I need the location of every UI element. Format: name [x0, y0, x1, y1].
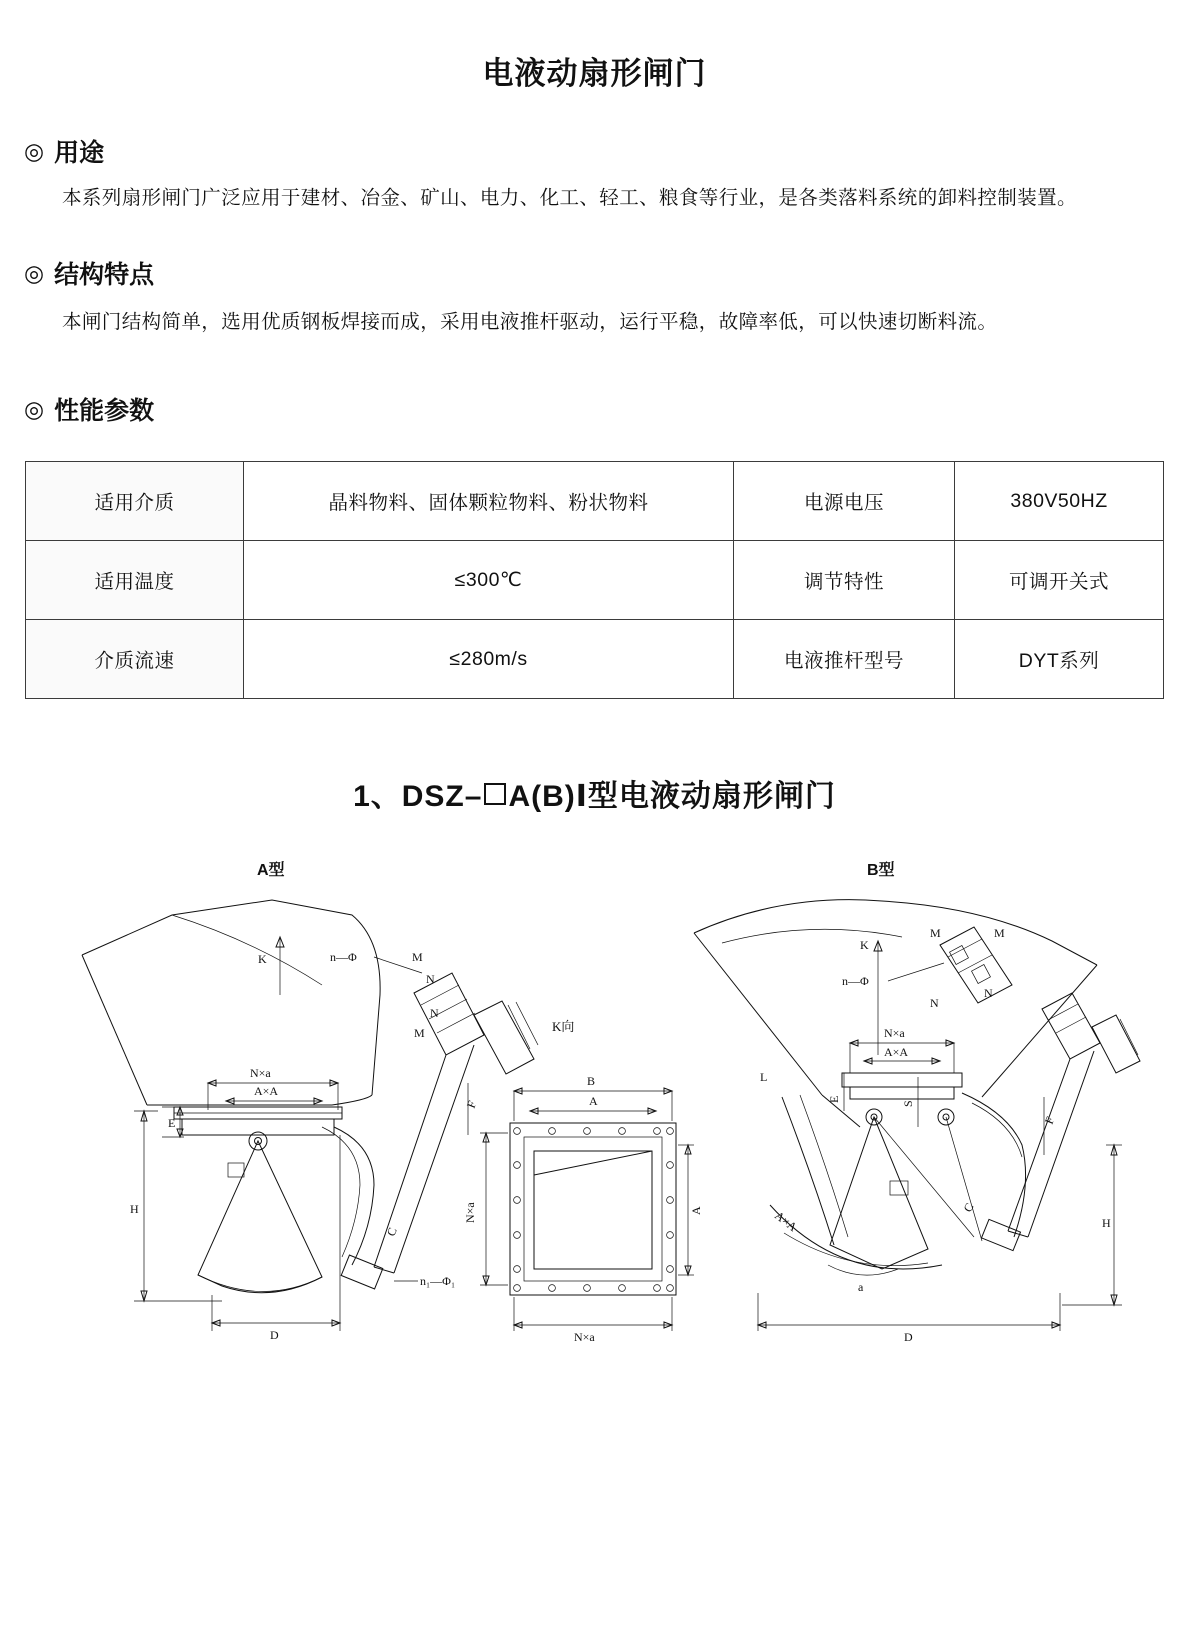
label-b-axa: A×A — [884, 1045, 909, 1060]
cell-label: 电源电压 — [734, 462, 955, 541]
technical-drawings — [22, 845, 1167, 1405]
table-row — [26, 541, 1164, 620]
cell-value: 晶料物料、固体颗粒物料、粉状物料 — [244, 462, 734, 541]
table-row — [26, 620, 1164, 699]
section-usage-body: 本系列扇形闸门广泛应用于建材、冶金、矿山、电力、化工、轻工、粮食等行业，是各类落料系统的卸料控制装置。 — [62, 187, 1077, 209]
label-a-m1: M — [412, 950, 423, 965]
label-k-nxa-bottom: N×a — [574, 1330, 595, 1345]
label-b-nxa: N×a — [884, 1026, 905, 1041]
label-b-l: L — [760, 1070, 768, 1085]
drawing-svg-holder — [22, 845, 1167, 1390]
label-k-nxa-side: N×a — [463, 1202, 477, 1224]
cell-label: 适用介质 — [26, 462, 244, 541]
label-a-n-phi: n—Φ — [330, 950, 357, 965]
label-b-n1: N — [930, 996, 939, 1011]
label-k-a: A — [589, 1094, 598, 1109]
cell-value: ≤280m/s — [244, 620, 734, 699]
cell-value: 可调开关式 — [955, 541, 1164, 620]
diamond-bullet-icon: ◎ — [24, 395, 45, 422]
label-b-f: F — [1041, 1114, 1058, 1127]
label-b-c: C — [960, 1200, 977, 1215]
diamond-bullet-icon: ◎ — [24, 137, 45, 164]
drawing-label-type-b: B型 — [867, 862, 895, 880]
label-a-n1-phi1: n₁—Φ₁ — [420, 1274, 456, 1289]
label-a-nxa: N×a — [250, 1066, 271, 1081]
label-a-e: E — [168, 1116, 176, 1131]
cell-value: 380V50HZ — [955, 462, 1164, 541]
label-b-h: H — [1102, 1216, 1111, 1231]
cell-label: 调节特性 — [734, 541, 955, 620]
label-k-a-side: A — [689, 1206, 703, 1216]
section-structure-title: 结构特点 — [54, 261, 155, 290]
document-page — [0, 48, 1189, 1643]
drawing-type-a — [82, 900, 538, 1342]
label-a-k: K — [258, 952, 267, 967]
label-b-s: S — [901, 1100, 915, 1108]
cell-value: DYT系列 — [955, 620, 1164, 699]
gate-drawings-svg — [22, 845, 1167, 1390]
cell-label: 电液推杆型号 — [734, 620, 955, 699]
section-structure-heading — [24, 255, 1167, 291]
label-a-n2: N — [430, 1006, 439, 1021]
label-a-d: D — [270, 1328, 279, 1343]
label-b-axa2: A×A — [772, 1208, 800, 1235]
section-parameters-heading — [24, 391, 1167, 427]
section-usage-title: 用途 — [54, 139, 105, 167]
section-structure-body: 本闸门结构简单，选用优质钢板焊接而成，采用电液推杆驱动，运行平稳，故障率低，可以快速切断料流。 — [62, 311, 998, 334]
section-usage — [22, 133, 1167, 215]
label-a-h: H — [130, 1202, 139, 1217]
label-b-m2: M — [994, 926, 1005, 941]
table-row — [26, 462, 1164, 541]
cell-label: 适用温度 — [26, 541, 244, 620]
label-b-m1: M — [930, 926, 941, 941]
label-a-m2: M — [414, 1026, 425, 1041]
label-a-axa: A×A — [254, 1084, 279, 1099]
parameters-table — [25, 461, 1164, 699]
section-parameters-title: 性能参数 — [54, 397, 155, 426]
diamond-bullet-icon: ◎ — [24, 259, 45, 286]
cell-value: ≤300℃ — [244, 541, 734, 620]
square-placeholder-icon — [484, 783, 506, 805]
model-prefix: 1、DSZ– — [353, 780, 483, 814]
page-title: 电液动扇形闸门 — [482, 56, 707, 91]
label-a-f: F — [463, 1098, 480, 1111]
drawing-label-type-a: A型 — [257, 862, 285, 880]
section-parameters — [22, 391, 1167, 427]
label-b-n2: N — [984, 986, 993, 1001]
label-b-n-phi: n—Φ — [842, 974, 869, 989]
cell-label: 介质流速 — [26, 620, 244, 699]
model-suffix: A(B)Ⅰ型电液动扇形闸门 — [508, 780, 836, 814]
label-b-e: E — [827, 1095, 841, 1104]
label-k-view: K向 — [552, 1019, 575, 1035]
parameters-table-wrap — [22, 461, 1167, 699]
drawing-k-view — [463, 1019, 703, 1344]
label-b-angle: a — [858, 1280, 864, 1295]
drawing-type-b — [694, 900, 1140, 1344]
section-structure — [22, 255, 1167, 339]
section-usage-heading — [24, 133, 1167, 169]
label-b-d: D — [904, 1330, 913, 1345]
label-k-b: B — [587, 1074, 596, 1089]
model-heading — [22, 771, 1167, 815]
label-b-k: K — [860, 938, 869, 953]
label-a-c: C — [383, 1225, 400, 1239]
label-a-n1: N — [426, 972, 435, 987]
